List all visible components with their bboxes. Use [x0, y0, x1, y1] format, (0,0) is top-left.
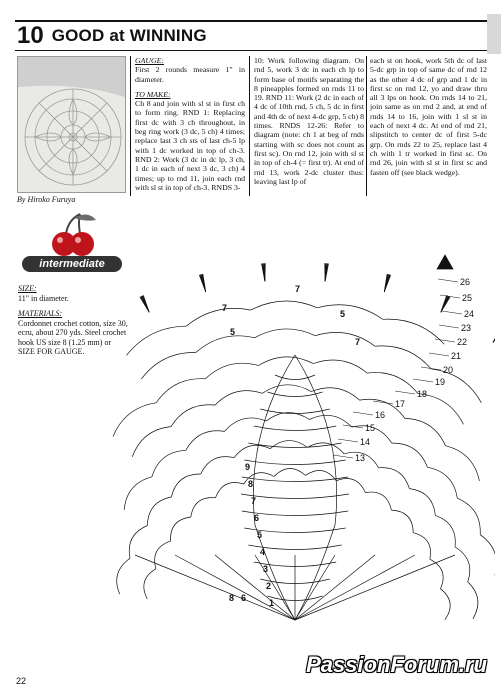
chain-arch	[392, 443, 428, 467]
stitch-column	[295, 555, 335, 620]
chain-arch	[129, 526, 147, 559]
round-number-label: 8	[248, 479, 254, 489]
chain-arch	[274, 469, 305, 477]
round-number-label: 5	[257, 530, 263, 540]
round-number-label: 24	[464, 309, 475, 319]
chain-arch	[124, 477, 152, 510]
chain-arch	[117, 558, 130, 594]
shell-stitch	[325, 263, 329, 281]
gauge-text: First 2 rounds measure 1" in diameter.	[135, 65, 245, 84]
chain-arch	[445, 446, 479, 481]
round-number-label: 1	[269, 598, 275, 608]
round-number-label: 5	[230, 327, 236, 337]
shell-stitch	[262, 263, 266, 281]
chain-arch	[468, 582, 478, 619]
fasten-off-wedge	[437, 255, 453, 269]
chain-arch	[186, 431, 225, 451]
round-number-label: 16	[375, 410, 386, 420]
chain-arch	[427, 467, 457, 498]
materials-text: Cordonnet crochet cotton, size 30, ecru, about 270 yds. Steel crochet hook US size 8 (1.25 mm) or SIZE FOR GAUGE.	[18, 318, 128, 356]
chain-arch	[315, 332, 375, 346]
chain-arch	[409, 489, 435, 516]
round-number-label: 2	[266, 581, 272, 591]
to-make-text: Ch 8 and join with sl st in first ch to form ring. RND 1: Replacing first dc with 3 ch throughout, in beg ring work (3 dc, 5 ch) 4 times; replace last 3 ch sts of last ch-5 lp with 1 dc worked in top of ch-3. RND 2: Work (3 dc in dc lp, 3 ch, 1 dc in each of next 3 dc, 3 ch) 4 times; up to rnd 11, join each rnd with sl st in top of ch-3. RNDS 3-	[135, 99, 245, 192]
chain-arch	[234, 445, 270, 457]
shell-stitch	[140, 295, 149, 312]
chain-arch	[113, 403, 156, 437]
doily-photo-image	[18, 57, 125, 192]
crochet-diagram	[105, 225, 495, 645]
chain-arch	[191, 498, 216, 517]
shell-stitch	[199, 274, 205, 292]
chain-arch	[171, 405, 215, 427]
stitch-column	[175, 555, 295, 620]
round-number-label: 19	[435, 377, 446, 387]
chain-arch	[156, 379, 205, 403]
chain-arch	[201, 457, 234, 474]
chain-arch	[155, 541, 171, 569]
chain-arch	[405, 418, 446, 445]
pineapple-row	[241, 494, 349, 499]
chain-arch	[262, 385, 311, 393]
chain-arch	[457, 498, 480, 535]
materials-heading: MATERIALS:	[18, 309, 63, 318]
stitch-column	[215, 555, 295, 620]
chain-arch	[144, 569, 156, 599]
page-corner-tab	[487, 14, 501, 54]
chain-arch	[132, 427, 171, 457]
round-number-label: 13	[355, 453, 366, 463]
chain-arch	[313, 360, 367, 373]
pattern-number: 10	[17, 22, 44, 49]
instructions-column-3	[370, 56, 487, 177]
pattern-title: GOOD at WINNING	[51, 26, 207, 45]
shell-stitch	[384, 274, 390, 292]
pineapple-row	[260, 409, 330, 414]
stitch-column	[295, 555, 415, 620]
instructions-column-1	[135, 56, 245, 192]
chain-arch	[255, 329, 316, 338]
stitch-column	[295, 555, 375, 620]
round-number-label: 6	[254, 513, 260, 523]
chain-arch	[435, 515, 455, 547]
shell-stitch	[441, 295, 450, 312]
chain-arch	[186, 308, 251, 326]
chain-arch	[480, 535, 495, 576]
chain-arch	[307, 443, 344, 454]
chain-arch	[379, 468, 410, 489]
chain-arch	[367, 373, 418, 394]
column-3-text: each st on hook, work 5th dc of last 5-dc grp in top of same dc of rnd 12 as the other 4 dc of grp and 1 dc in first sc on rnd 12, yo and draw thru all 3 lps on hook. On rnds 14 to 21, join same as on rnd 2 and, at end of rnds 14 to 16, join with 1 sl st in each of next 4 dc. At end of rnd 21, slipstitch to center dc of first 5-dc grp. On rnds 22 to 25, replace last 4 ch with 1 tr worked in first sc. On rnd 26, join with sl st in first sc and fasten off (see black wedge).	[370, 56, 487, 177]
chain-arch	[196, 336, 255, 353]
column-2-text: 10: Work following diagram. On rnd 5, work 3 dc in each ch lp to form base of motifs separating the 8 pineapples formed on rnds 11 to 19. RND 11: Work (2 dc in each of 4 dc of 10th rnd, 5 ch, 5 dc in first and 4th dc of next 4-dc grp, 5 ch) 8 times. RNDS 12-26: Refer to diagram (note: ch 1 at beg of rnds starting with sc does not count as first sc). On rnd 12, join with sl st in top of ch-4 (= first tr). At end of rnd 13, work 2-dc cluster thus: leaving last lp of	[254, 56, 364, 186]
pineapple-row	[242, 477, 348, 482]
chain-arch	[266, 413, 309, 421]
chain-arch	[311, 388, 359, 400]
skill-level-label: intermediate	[22, 256, 122, 272]
round-number-label: 23	[461, 323, 472, 333]
column-rule	[249, 56, 250, 196]
watermark: PassionForum.ru	[306, 652, 487, 677]
round-number-label: 3	[263, 564, 269, 574]
doily-photo	[17, 56, 126, 193]
round-number-label: 17	[395, 399, 406, 409]
chain-arch	[171, 474, 200, 497]
round-number-label: 4	[260, 547, 266, 557]
chain-arch	[383, 319, 445, 344]
round-number-label: 14	[360, 437, 371, 447]
round-number-label: 20	[443, 365, 454, 375]
round-number-label: 18	[417, 389, 428, 399]
round-number-label: 15	[365, 423, 376, 433]
round-number-label: 9	[245, 462, 251, 472]
column-rule	[366, 56, 367, 196]
chain-arch	[215, 391, 262, 405]
chain-arch	[375, 346, 431, 369]
round-number-label: 22	[457, 337, 468, 347]
round-number-label: 7	[251, 496, 257, 506]
pattern-header	[15, 20, 487, 51]
pineapple-row	[254, 426, 336, 431]
chain-arch	[259, 357, 314, 366]
chain-arch	[391, 510, 413, 533]
round-number-label: 7	[222, 303, 228, 313]
round-number-label: 8	[229, 593, 235, 603]
chain-arch	[225, 418, 267, 431]
chain-arch	[171, 517, 191, 541]
chain-arch	[251, 301, 318, 310]
chain-arch	[430, 559, 443, 589]
column-rule	[130, 56, 131, 196]
size-heading: SIZE:	[18, 284, 37, 293]
size-text: 11" in diameter.	[18, 293, 69, 303]
pineapple-row	[244, 460, 345, 465]
stitch-column	[255, 555, 295, 620]
pineapple-row	[267, 392, 322, 397]
round-number-label: 26	[460, 277, 471, 287]
gauge-heading: GAUGE:	[135, 56, 165, 65]
page-number: 22	[16, 676, 27, 686]
chain-arch	[216, 482, 244, 497]
chain-arch	[365, 492, 391, 510]
photo-credit: By Hiroko Furuya	[17, 195, 76, 204]
chain-arch	[455, 547, 470, 582]
chain-arch	[413, 533, 430, 560]
to-make-heading: TO MAKE:	[135, 89, 171, 99]
chain-arch	[141, 352, 196, 379]
round-number-label: 6	[241, 593, 247, 603]
chain-arch	[336, 479, 365, 493]
round-number-label: 21	[451, 351, 462, 361]
chain-arch	[441, 589, 451, 620]
round-number-label: 25	[462, 293, 473, 303]
chain-arch	[152, 450, 186, 477]
round-number-label: 7	[295, 284, 301, 294]
chain-arch	[127, 326, 187, 355]
shell-stitch	[493, 327, 495, 343]
instructions-column-2	[254, 56, 364, 186]
chain-arch	[147, 497, 171, 526]
pineapple-row	[275, 375, 315, 380]
round-number-label: 5	[340, 309, 346, 319]
chain-arch	[205, 363, 258, 379]
chain-arch	[317, 305, 383, 320]
round-number-label: 7	[355, 337, 361, 347]
